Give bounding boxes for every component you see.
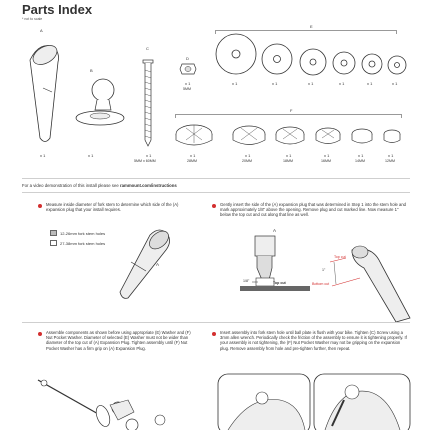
part-f-size-1: 28MM: [187, 159, 197, 163]
part-c-qty: x 1: [146, 153, 152, 158]
step2-inch-label: 1": [322, 268, 326, 272]
part-d-letter: D: [186, 56, 189, 61]
scale-note: * not to scale: [22, 17, 43, 21]
part-f-size-5: 14MM: [355, 159, 365, 163]
part-e-qty-6: x 1: [392, 81, 398, 86]
part-e-qty-4: x 1: [339, 81, 345, 86]
part-e-qty-2: x 1: [272, 81, 278, 86]
part-b-letter: B: [90, 68, 93, 73]
part-e-qty-3: x 1: [308, 81, 314, 86]
part-f-size-2: 20MM: [242, 159, 252, 163]
part-e-letter: E: [310, 24, 313, 29]
video-link[interactable]: rammount.com/instructions: [119, 183, 177, 188]
step1-text: Measure inside diameter of fork stem to determine which side of the (A) expansion plug that your install requires.: [46, 202, 179, 213]
part-d-qty: x 1: [185, 81, 191, 86]
video-note: For a video demonstration of this install please see rammount.com/instructions: [22, 183, 177, 188]
part-a-letter: A: [40, 28, 43, 33]
part-f-qty-5: x 1: [358, 153, 364, 158]
part-f-size-3: 18MM: [283, 159, 293, 163]
part-f-qty-1: x 1: [190, 153, 196, 158]
step2-topcut2-label: Top cut: [334, 255, 346, 259]
step2-figure-label: A: [273, 228, 277, 233]
part-c-letter: C: [146, 46, 149, 51]
part-e-qty-1: x 1: [232, 81, 238, 86]
step1-option-2[interactable]: 27-38mm fork stem holes: [50, 240, 105, 246]
part-f-letter: F: [290, 108, 293, 113]
step2-bottomcut-label: Bottom cut: [312, 282, 330, 286]
step2-text: Gently insert the side of the (A) expansion plug that was determined in Step 1 into the stem hole and mark approximately 1/8" above the opening. Remove plug and cut marked line. Now measure 1" below the top cut and cut along that line as well.: [220, 202, 406, 218]
part-f-qty-3: x 1: [286, 153, 292, 158]
part-a-qty: x 1: [40, 153, 46, 158]
step1-option-1[interactable]: 12-26mm fork stem holes: [50, 230, 105, 236]
part-f-size-4: 16MM: [321, 159, 331, 163]
part-e-qty-5: x 1: [367, 81, 373, 86]
part-f-qty-6: x 1: [388, 153, 394, 158]
step3-text: Assemble components as shown before using appropriate (E) Washer and (F) Nut Pocket Washer. Diameter of selected (E) Washer must not be wider than diameter of the top cut of (A) Expansion Plug. Tighten assembly until (F) Nut Pocket Washer has a firm grip on (A) Expansion Plug.: [46, 330, 191, 351]
step1-figure-label: A: [156, 262, 160, 267]
step2-eighth-label: 1/8": [243, 279, 250, 283]
part-f-size-6: 12MM: [385, 159, 395, 163]
part-d-size: 5MM: [183, 87, 191, 91]
part-f-qty-4: x 1: [324, 153, 330, 158]
part-b-qty: x 1: [88, 153, 94, 158]
step2-topcut-label: Top cut: [273, 281, 286, 285]
page-title: Parts Index: [22, 2, 93, 17]
part-f-qty-2: x 1: [245, 153, 251, 158]
step4-text: Insert assembly into fork stem hole until ball plate is flush with your bike. Tighten (C) Screw using a 3mm allen wrench. Periodically check the friction of the assembly to ensure it is tightening properly. If your assembly is not tightening, the (F) Nut Pocket Washer may not be gripping on the expansion plug. Remove assembly from hole and pre-tighten further, then repeat.: [220, 330, 407, 351]
part-c-size: 5MM x 60MM: [134, 159, 156, 163]
